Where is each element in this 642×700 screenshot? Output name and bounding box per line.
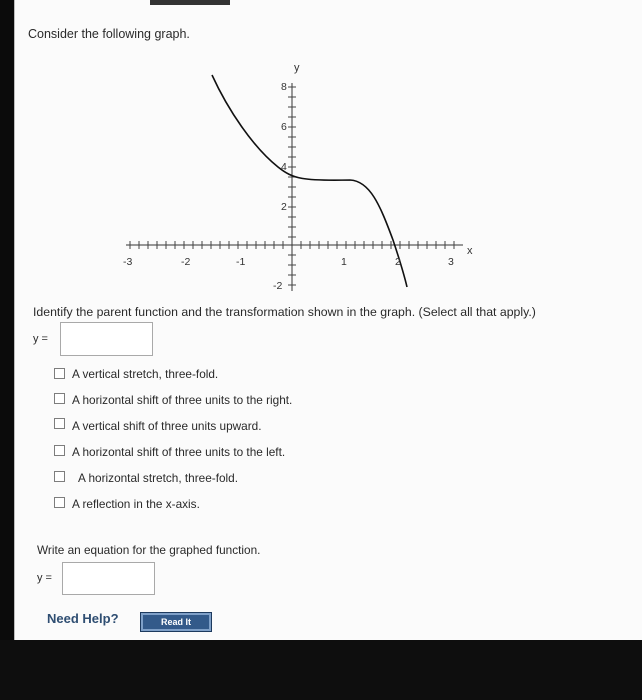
y-tick-label: 6: [281, 121, 287, 133]
option-label: A vertical stretch, three-fold.: [72, 367, 219, 381]
option-checkbox[interactable]: [54, 418, 65, 429]
y-tick-label: 8: [281, 81, 287, 93]
write-equation-instruction: Write an equation for the graphed function.: [37, 543, 261, 557]
y-equals-label-2: y =: [37, 572, 52, 584]
x-tick-label: -2: [181, 256, 191, 268]
option-checkbox[interactable]: [54, 368, 65, 379]
option-label: A horizontal shift of three units to the right.: [72, 393, 293, 407]
option-checkbox[interactable]: [54, 497, 65, 508]
top-bar: [150, 0, 230, 5]
x-tick-label: 3: [448, 256, 454, 268]
y-tick-label: -2: [273, 280, 283, 292]
function-graph: [118, 55, 488, 305]
option-checkbox[interactable]: [54, 445, 65, 456]
x-tick-label: -1: [236, 256, 246, 268]
y-equals-label: y =: [33, 333, 48, 345]
x-tick-label: -3: [123, 256, 133, 268]
option-label: A reflection in the x-axis.: [72, 497, 200, 511]
y-tick-label: 2: [281, 201, 287, 213]
x-tick-label: 2: [395, 256, 401, 268]
option-checkbox[interactable]: [54, 471, 65, 482]
parent-function-input[interactable]: [60, 322, 153, 356]
bottom-dark-band: [0, 640, 642, 700]
option-label: A horizontal shift of three units to the left.: [72, 445, 286, 459]
identify-instruction: Identify the parent function and the transformation shown in the graph. (Select all that apply.): [33, 305, 536, 319]
need-help-label: Need Help?: [47, 611, 119, 626]
y-tick-label: 4: [281, 161, 287, 173]
option-checkbox[interactable]: [54, 393, 65, 404]
question-prompt: Consider the following graph.: [28, 27, 190, 41]
option-label: A vertical shift of three units upward.: [72, 419, 262, 433]
equation-input[interactable]: [62, 562, 155, 595]
y-axis-label: y: [294, 62, 300, 74]
x-axis-label: x: [467, 245, 473, 257]
option-label: A horizontal stretch, three-fold.: [78, 471, 238, 485]
x-tick-label: 1: [341, 256, 347, 268]
read-it-button[interactable]: Read It: [140, 612, 212, 632]
